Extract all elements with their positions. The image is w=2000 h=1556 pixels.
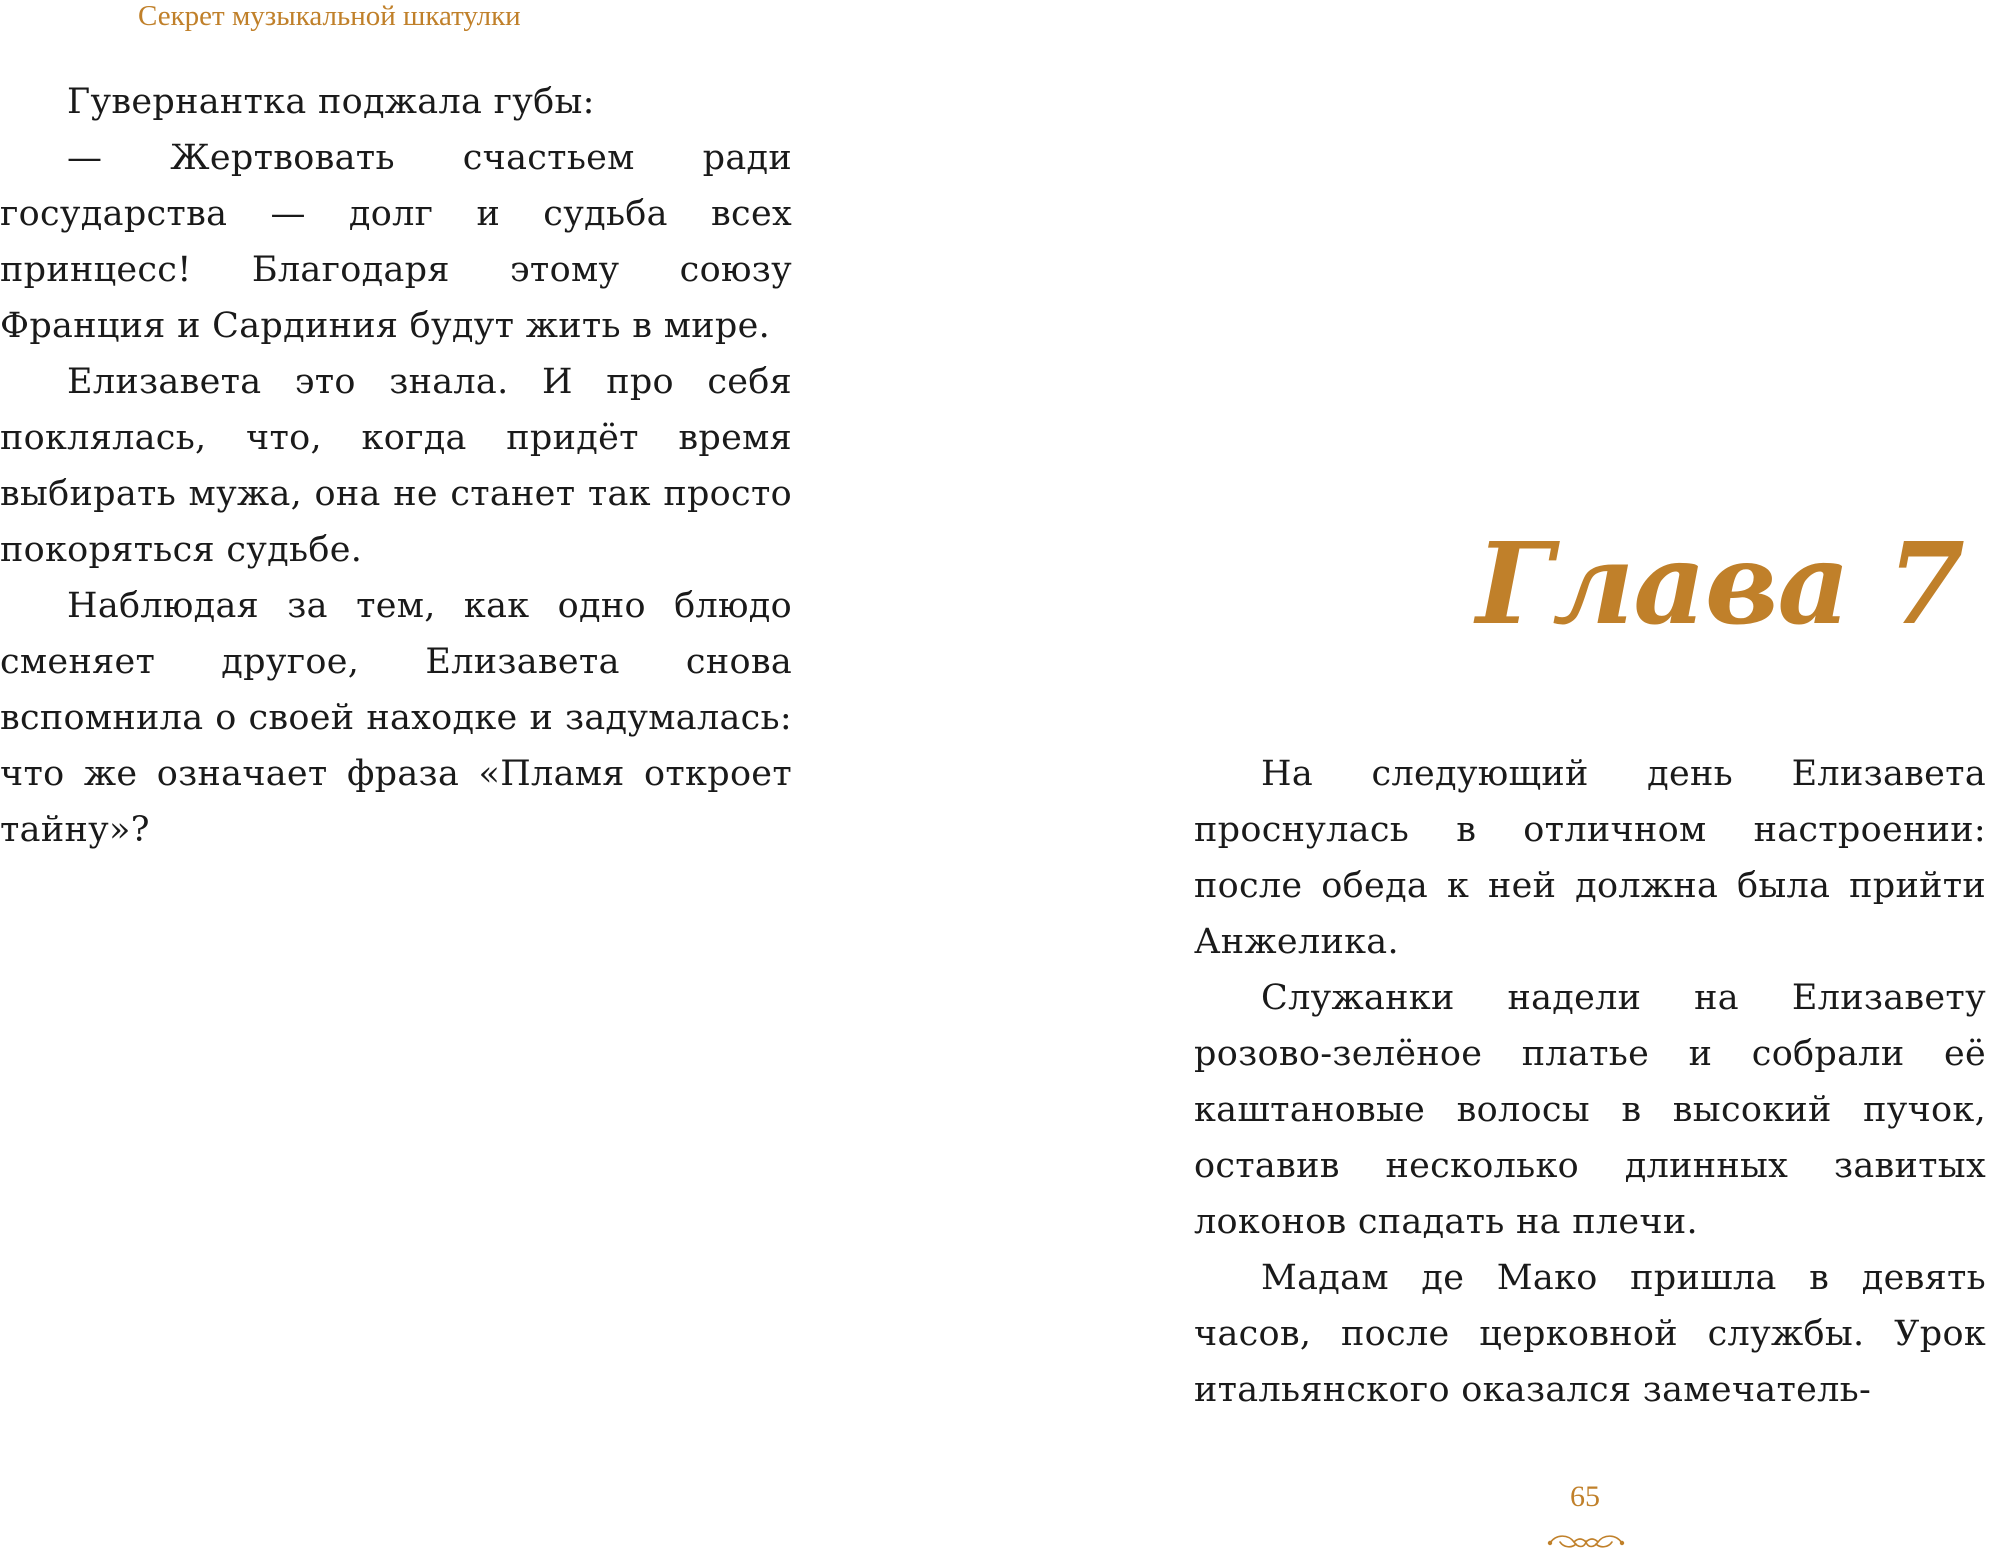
- right-page-body: [1194, 746, 1986, 1418]
- paragraph: Служанки надели на Елизавету розово-зелёное платье и собрали её каштановые волосы в высокий пучок, оставив несколько длинных завитых локонов спадать на плечи.: [1194, 978, 1986, 1242]
- paragraph: Гувернантка поджала губы:: [67, 82, 595, 122]
- page-number: 65: [1570, 1480, 1600, 1513]
- paragraph: На следующий день Елизавета проснулась в отличном настроении: после обеда к ней должна была прийти Анжелика.: [1194, 754, 1986, 962]
- left-page-body: [0, 74, 792, 858]
- running-title: Секрет музыкальной шкатулки: [138, 0, 521, 32]
- chapter-title: Глава 7: [1476, 519, 1964, 650]
- paragraph: Мадам де Мако пришла в девять часов, после церковной службы. Урок итальянского оказался замечатель-: [1194, 1258, 1986, 1410]
- paragraph: Елизавета это знала. И про себя поклялась, что, когда придёт время выбирать мужа, она не станет так просто покоряться судьбе.: [0, 362, 792, 570]
- paragraph: — Жертвовать счастьем ради государства — долг и судьба всех принцесс! Благодаря этому союзу Франция и Сардиния будут жить в мире.: [0, 138, 792, 346]
- paragraph: Наблюдая за тем, как одно блюдо сменяет другое, Елизавета снова вспомнила о своей находке и задумалась: что же означает фраза «Пламя откроет тайну»?: [0, 586, 792, 850]
- flourish-ornament-icon: [1546, 1530, 1626, 1554]
